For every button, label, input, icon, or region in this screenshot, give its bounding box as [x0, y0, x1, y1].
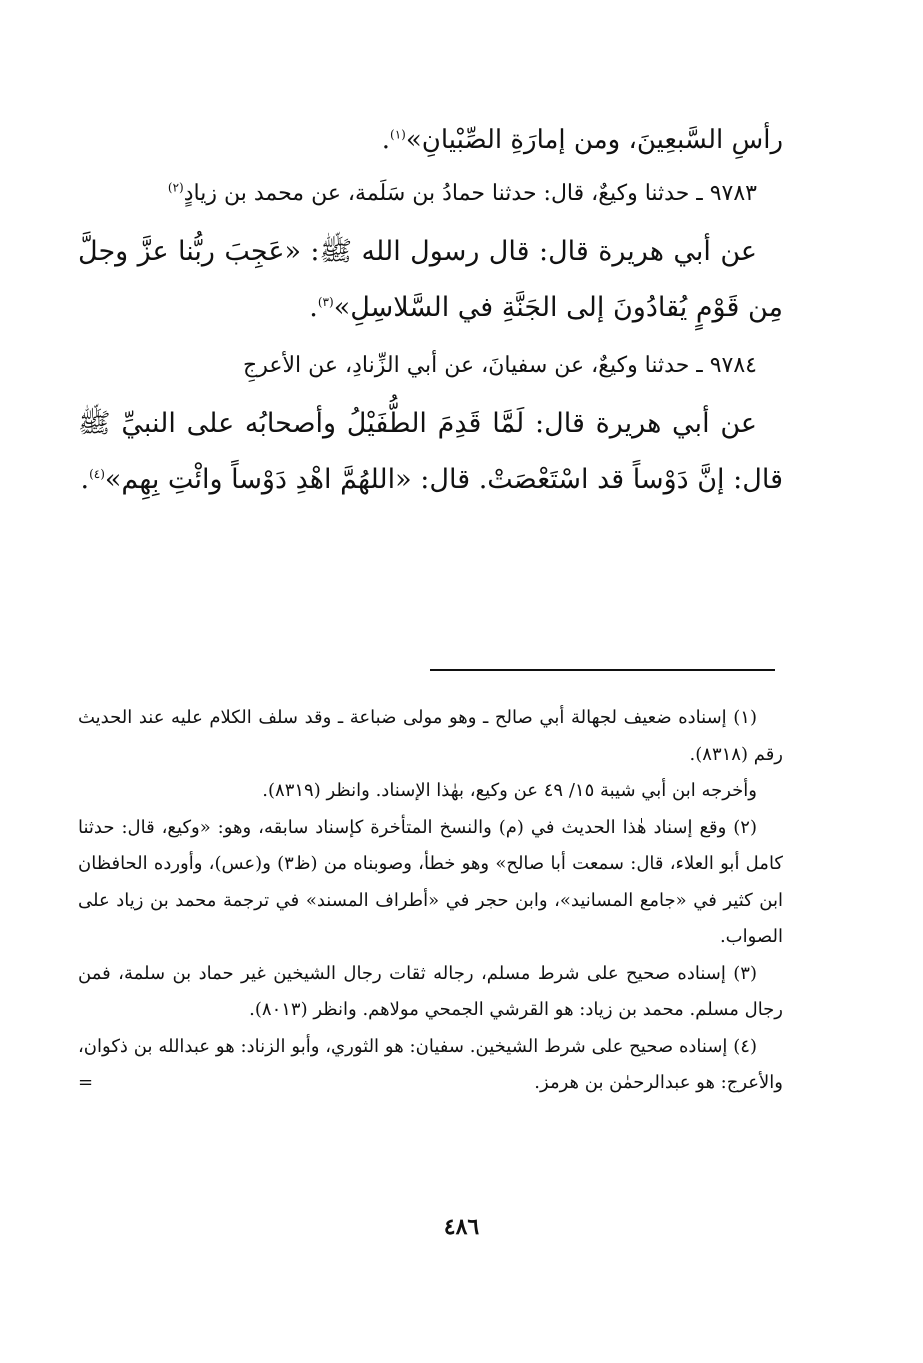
continued-hadith-line: [78, 120, 783, 160]
hadith-9783-matn-text: عن أبي هريرة قال: قال رسول الله ﷺ: «عَجِبَ ربُّنا عزَّ وجلَّ مِن قَوْمٍ يُقادُونَ إلى الجَنَّةِ في السَّلاسِلِ»: [78, 236, 783, 323]
footnote-divider: [430, 669, 775, 671]
footnote-1-paragraph-2: وأخرجه ابن أبي شيبة ١٥/ ٤٩ عن وكيع، بهٰذا الإسناد. وانظر (٨٣١٩).: [262, 780, 757, 801]
continued-hadith-end: .: [381, 125, 390, 155]
page-number: ٤٨٦: [443, 1214, 480, 1240]
footnote-2: (٢) وقع إسناد هٰذا الحديث في (م) والنسخ المتأخرة كإسناد سابقه، وهو: «وكيع، قال: حدثنا كامل أبو العلاء، قال: سمعت أبا صالح» وهو خطأ، وصوبناه من (ظ٣) و(عس)، وأورده الحافظان ابن كثير في «جامع المسانيد»، وابن حجر في «أطراف المسند» في ترجمة محمد بن زياد على الصواب.: [78, 816, 784, 947]
continued-hadith-text: رأسِ السَّبعِينَ، ومن إمارَةِ الصِّبْيانِ»: [405, 125, 783, 155]
hadith-9784-matn: [78, 396, 783, 508]
hadith-9783-isnad: [78, 174, 783, 214]
main-text: [78, 120, 783, 518]
hadith-9783-matn-end: .: [309, 292, 318, 323]
hadith-9783-isnad-text: ٩٧٨٣ ـ حدثنا وكيعٌ، قال: حدثنا حمادُ بن سَلَمة، عن محمد بن زيادٍ: [183, 181, 757, 206]
hadith-9784-matn-text: عن أبي هريرة قال: لَمَّا قَدِمَ الطُّفَيْلُ وأصحابُه على النبيِّ ﷺ قال: إنَّ دَوْساً قد اسْتَعْصَتْ. قال: «اللهُمَّ اهْدِ دَوْساً وائْتِ بِهِم»: [78, 408, 783, 495]
hadith-9784-matn-end: .: [80, 464, 90, 495]
continuation-mark: =: [78, 1072, 94, 1093]
footnote-ref-3: (٣): [317, 295, 334, 309]
footnote-ref-1: (١): [390, 127, 406, 142]
footnote-4: [78, 1029, 783, 1102]
hadith-9784-isnad: [78, 346, 783, 386]
footnotes-section: [78, 700, 783, 1102]
footnote-3: (٣) إسناده صحيح على شرط مسلم، رجاله ثقات رجال الشيخين غير حماد بن سلمة، فمن رجال مسلم. محمد بن زياد: هو القرشي الجمحي مولاهم. وانظر (٨٠١٣).: [78, 962, 783, 1020]
hadith-9783-matn: [78, 224, 783, 336]
footnote-1-paragraph-1: (١) إسناده ضعيف لجهالة أبي صالح ـ وهو مولى ضباعة ـ وقد سلف الكلام عليه عند الحديث رقم (٨٣١٨).: [78, 707, 783, 765]
footnote-4-text: (٤) إسناده صحيح على شرط الشيخين. سفيان: هو الثوري، وأبو الزناد: هو عبدالله بن ذكوان، والأعرج: هو عبدالرحمٰن بن هرمز.: [78, 1035, 783, 1093]
footnote-ref-4: (٤): [89, 467, 105, 481]
footnote-ref-2: (٢): [167, 180, 184, 195]
hadith-9784-isnad-text: ٩٧٨٤ ـ حدثنا وكيعٌ، عن سفيانَ، عن أبي الزِّنادِ، عن الأعرجِ: [243, 353, 757, 378]
